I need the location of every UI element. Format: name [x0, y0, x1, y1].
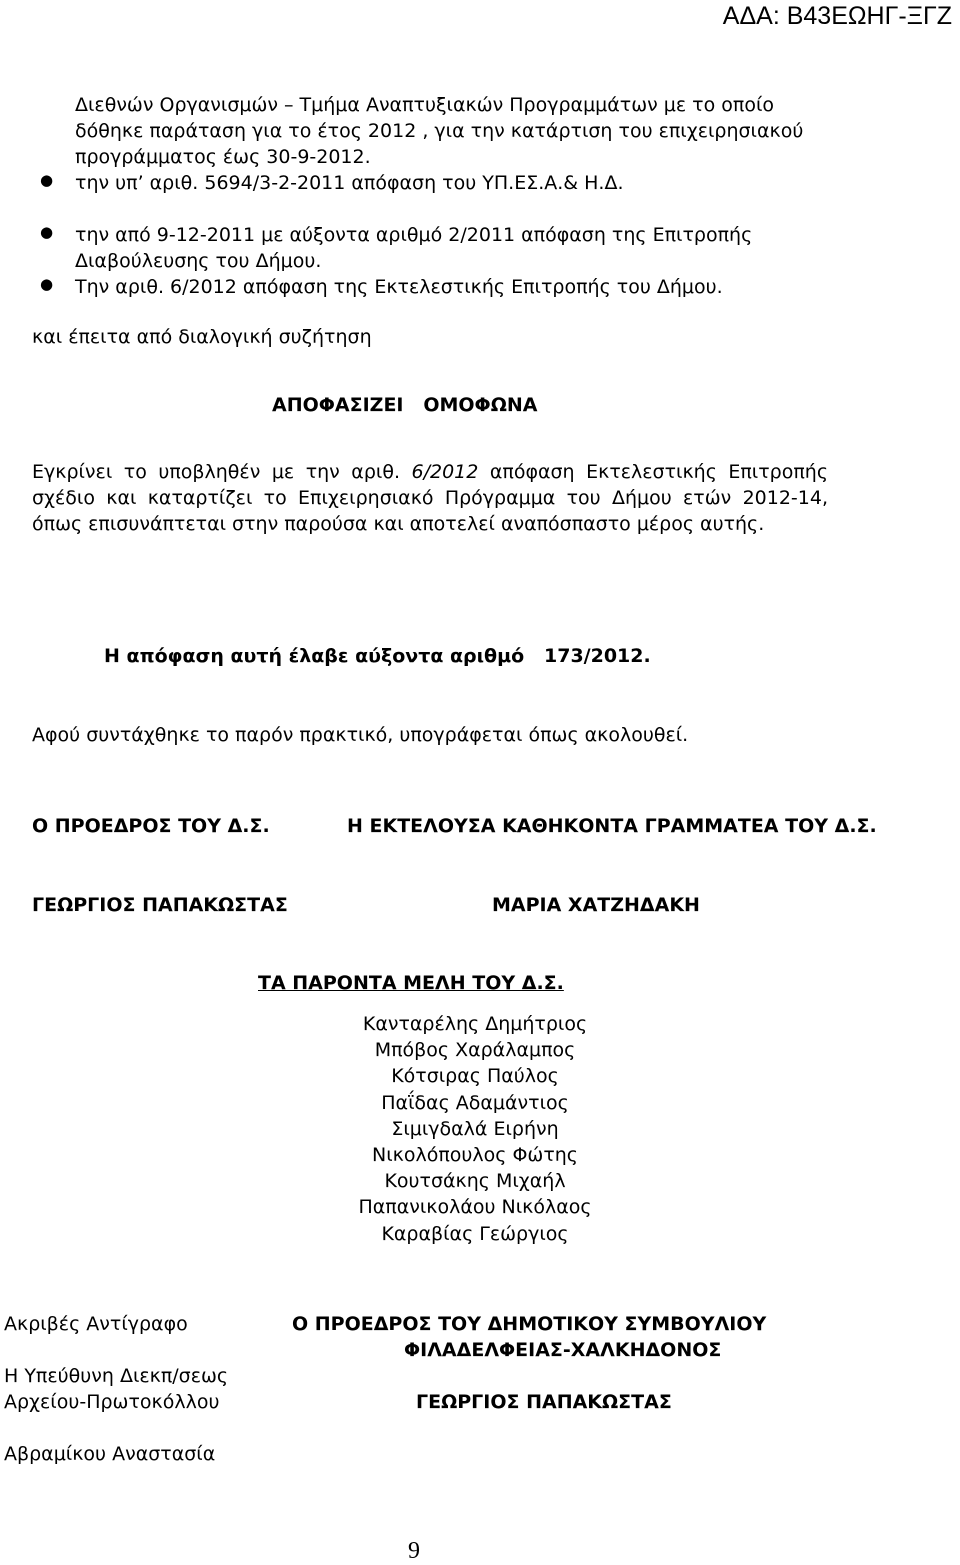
intro-line: δόθηκε παράταση για το έτος 2012 , για την κατάρτιση του επιχειρησιακού [75, 120, 804, 142]
decision-number: 173/2012 [544, 645, 644, 667]
signoff-text: Αφού συντάχθηκε το παρόν πρακτικό, υπογράφεται όπως ακολουθεί. [32, 724, 689, 746]
bullet-item: Την αριθ. 6/2012 απόφαση της Εκτελεστικής Επιτροπής του Δήμου. [75, 276, 723, 298]
exact-copy-label: Ακριβές Αντίγραφο [4, 1313, 188, 1335]
member-name: Παπανικολάου Νικόλαος [358, 1196, 592, 1219]
member-name: Καραβίας Γεώργιος [381, 1222, 569, 1245]
president-title: Ο ΠΡΟΕΔΡΟΣ ΤΟΥ Δ.Σ. [32, 815, 270, 837]
page-number: 9 [408, 1538, 420, 1564]
mayor-council-title-line2: ΦΙΛΑΔΕΛΦΕΙΑΣ-ΧΑΛΚΗΔΟΝΟΣ [404, 1339, 722, 1361]
decision-paragraph: Εγκρίνει το υποβληθέν με την αριθ. 6/2012 απόφαση Εκτελεστικής Επιτροπής σχέδιο και καταρτίζει το Επιχειρησιακό Πρόγραμμα του Δήμου ετών 2012-14, όπως επισυνάπτεται στην παρούσα και αποτελεί αναπόσπαστο μέρος αυτής. [32, 461, 828, 535]
council-president-name: ΓΕΩΡΓΙΟΣ ΠΑΠΑΚΩΣΤΑΣ [416, 1391, 672, 1413]
responsible-title-line2: Αρχείου-Πρωτοκόλλου [4, 1391, 220, 1413]
ada-code: ΑΔΑ: Β43ΕΩΗΓ-ΞΓΖ [722, 2, 952, 30]
secretary-name: ΜΑΡΙΑ ΧΑΤΖΗΔΑΚΗ [492, 894, 700, 916]
member-name: Νικολόπουλος Φώτης [372, 1144, 578, 1167]
member-name: Παΐδας Αδαμάντιος [381, 1091, 569, 1114]
mayor-council-title-line1: Ο ΠΡΟΕΔΡΟΣ ΤΟΥ ΔΗΜΟΤΙΚΟΥ ΣΥΜΒΟΥΛΙΟΥ [292, 1313, 767, 1335]
member-name: Σιμιγδαλά Ειρήνη [391, 1117, 559, 1140]
responsible-name: Αβραμίκου Αναστασία [4, 1443, 216, 1465]
bullet-dot-icon: ● [40, 275, 54, 293]
member-name: Μπόβος Χαράλαμπος [374, 1039, 576, 1062]
responsible-title-line1: Η Υπεύθυνη Διεκπ/σεως [4, 1365, 229, 1387]
bullet-dot-icon: ● [40, 223, 54, 241]
bullet-item: την υπ’ αριθ. 5694/3-2-2011 απόφαση του ΥΠ.ΕΣ.Α.& Η.Δ. [75, 172, 624, 194]
members-heading: ΤΑ ΠΑΡΟΝΤΑ ΜΕΛΗ ΤΟΥ Δ.Σ. [258, 972, 564, 994]
bullet-item: την από 9-12-2011 με αύξοντα αριθμό 2/2011 απόφαση της Επιτροπής [75, 224, 753, 246]
decision-heading: ΑΠΟΦΑΣΙΖΕΙ ΟΜΟΦΩΝΑ [272, 394, 538, 416]
after-discussion-text: και έπειτα από διαλογική συζήτηση [32, 326, 372, 348]
bullet-item-continuation: Διαβούλευσης του Δήμου. [75, 250, 322, 272]
president-name: ΓΕΩΡΓΙΟΣ ΠΑΠΑΚΩΣΤΑΣ [32, 894, 288, 916]
intro-line: Διεθνών Οργανισμών – Τμήμα Αναπτυξιακών Προγραμμάτων με το οποίο [75, 94, 775, 116]
bullet-dot-icon: ● [40, 171, 54, 189]
member-name: Κότσιρας Παύλος [391, 1065, 559, 1088]
secretary-title: Η ΕΚΤΕΛΟΥΣΑ ΚΑΘΗΚΟΝΤΑ ΓΡΑΜΜΑΤΕΑ ΤΟΥ Δ.Σ. [347, 815, 877, 837]
intro-line: προγράμματος έως 30-9-2012. [75, 146, 371, 168]
decision-reference: 6/2012 [411, 461, 479, 483]
member-name: Κουτσάκης Μιχαήλ [384, 1170, 566, 1193]
members-list [230, 1011, 720, 1247]
member-name: Κανταρέλης Δημήτριος [362, 1013, 588, 1035]
decision-number-line: Η απόφαση αυτή έλαβε αύξοντα αριθμό 173/2012. [104, 645, 651, 667]
